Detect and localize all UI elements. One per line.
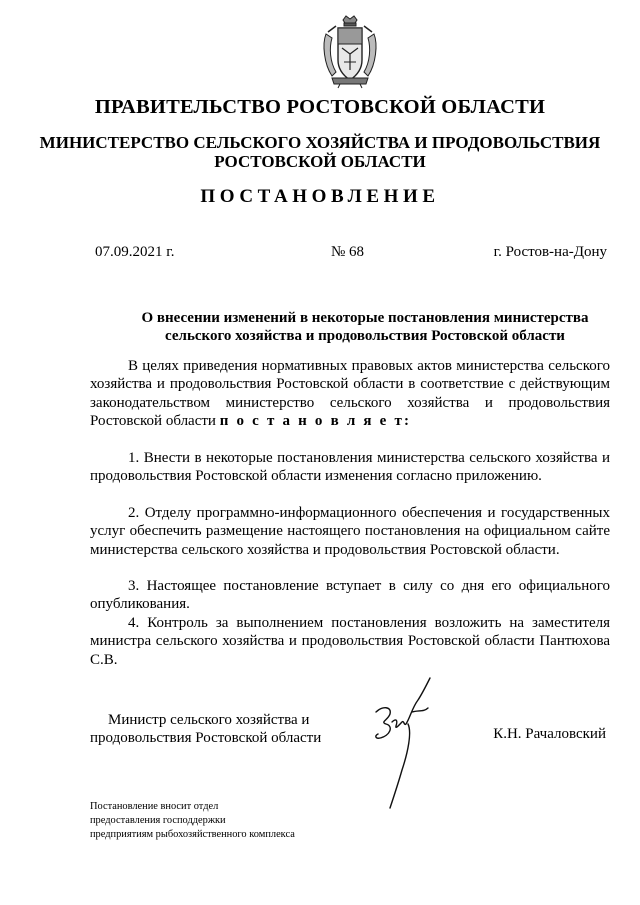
document-subject bbox=[130, 309, 600, 345]
preamble-paragraph bbox=[90, 357, 610, 431]
footer-line3: предприятиям рыбохозяйственного комплекса bbox=[90, 829, 295, 840]
handwritten-signature bbox=[368, 672, 452, 812]
ministry-title-line1: МИНИСТЕРСТВО СЕЛЬСКОГО ХОЗЯЙСТВА И ПРОДОВОЛЬСТВИЯ bbox=[39, 133, 601, 152]
document-type: ПОСТАНОВЛЕНИЕ bbox=[200, 186, 440, 207]
coat-of-arms-emblem bbox=[318, 14, 382, 90]
ministry-title bbox=[0, 133, 640, 171]
item-1-paragraph: 1. Внести в некоторые постановления министерства сельского хозяйства и продовольствия Ростовской области изменения согласно приложению. bbox=[90, 450, 610, 485]
footer-line1: Постановление вносит отдел bbox=[90, 801, 219, 812]
ministry-title-line2: РОСТОВСКОЙ ОБЛАСТИ bbox=[214, 152, 426, 171]
document-date: 07.09.2021 г. bbox=[95, 244, 175, 260]
government-title: ПРАВИТЕЛЬСТВО РОСТОВСКОЙ ОБЛАСТИ bbox=[94, 96, 546, 118]
item-4-paragraph: 4. Контроль за выполнением постановления возложить на заместителя министра сельского хозяйства и продовольствия Ростовской области Пантюхова С.В. bbox=[90, 615, 610, 668]
document-number: № 68 bbox=[331, 244, 365, 260]
signatory-name: К.Н. Рачаловский bbox=[493, 726, 606, 742]
decree-word: п о с т а н о в л я е т: bbox=[219, 413, 412, 430]
footer-note bbox=[90, 800, 295, 842]
item-2-paragraph: 2. Отделу программно-информационного обеспечения и государственных услуг обеспечить размещение настоящего постановления на официальном сайте министерства сельского хозяйства и продовольствия Ростовской области. bbox=[90, 505, 610, 558]
item-3-paragraph: 3. Настоящее постановление вступает в силу со дня его официального опубликования. bbox=[90, 578, 610, 613]
footer-line2: предоставления господдержки bbox=[90, 815, 226, 826]
signatory-position bbox=[90, 711, 321, 747]
position-line2: продовольствия Ростовской области bbox=[90, 730, 322, 746]
preamble-text: В целях приведения нормативных правовых актов министерства сельского хозяйства и продовольствия Ростовской области в соответствие с действующим законодательством министерство сельского хозяйства и продовольствия Ростовской области bbox=[90, 358, 610, 430]
subject-line1: О внесении изменений в некоторые постановления министерства bbox=[141, 310, 589, 326]
document-city: г. Ростов-на-Дону bbox=[493, 244, 607, 260]
position-line1: Министр сельского хозяйства и bbox=[108, 712, 310, 728]
subject-line2: сельского хозяйства и продовольствия Ростовской области bbox=[165, 328, 565, 344]
